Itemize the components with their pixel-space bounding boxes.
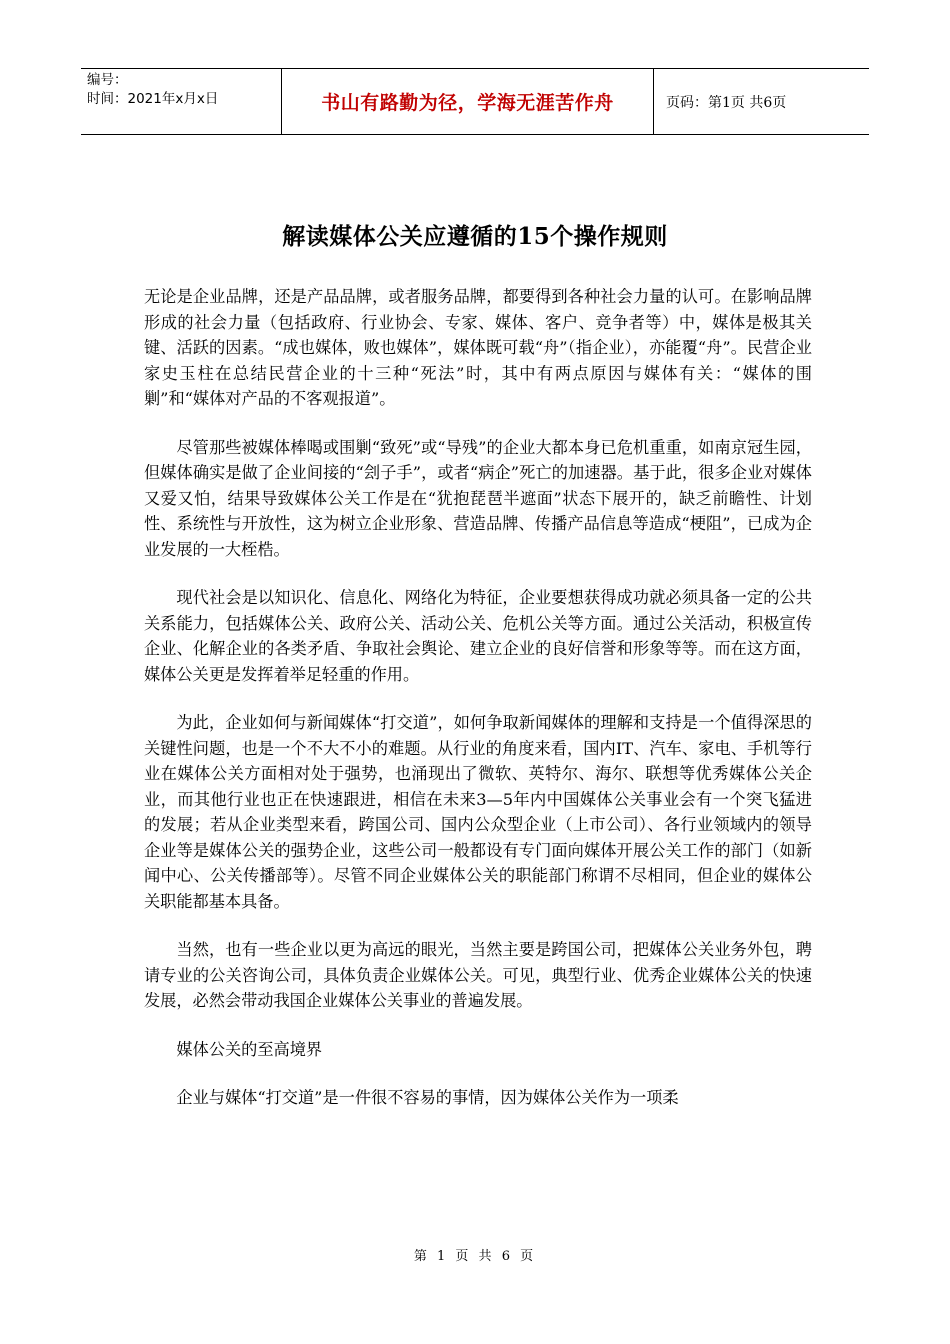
body-paragraph: 当然，也有一些企业以更为高远的眼光，当然主要是跨国公司，把媒体公关业务外包，聘请专业的公关咨询公司，具体负责企业媒体公关。可见，典型行业、优秀企业媒体公关的快速发展，必然会带动我国企业媒体公关事业的普遍发展。 [144,940,812,1010]
page-footer: 第 1 页 共 6 页 [413,1249,537,1264]
document-body [144,284,812,1134]
page-header [81,68,869,135]
document-time-label: 时间：2021年x月x日 [87,91,219,107]
body-paragraph: 为此，企业如何与新闻媒体“打交道”，如何争取新闻媒体的理解和支持是一个值得深思的关键性问题，也是一个不大不小的难题。从行业的角度来看，国内IT、汽车、家电、手机等行业在媒体公关方面相对处于强势，也涌现出了微软、英特尔、海尔、联想等优秀媒体公关企业，而其他行业也正在快速跟进，相信在未来3—5年内中国媒体公关事业会有一个突飞猛进的发展；若从企业类型来看，跨国公司、国内公众型企业（上市公司）、各行业领域内的领导企业等是媒体公关的强势企业，这些公司一般都设有专门面向媒体开展公关工作的部门（如新闻中心、公关传播部等）。尽管不同企业媒体公关的职能部门称谓不尽相同，但企业的媒体公关职能都基本具备。 [144,713,812,911]
body-paragraph: 尽管那些被媒体棒喝或围剿“致死”或“导残”的企业大都本身已危机重重，如南京冠生园，但媒体确实是做了企业间接的“刽子手”，或者“病企”死亡的加速器。基于此，很多企业对媒体又爱又怕，结果导致媒体公关工作是在“犹抱琵琶半遮面”状态下展开的，缺乏前瞻性、计划性、系统性与开放性，这为树立企业形象、营造品牌、传播产品信息等造成“梗阻”，已成为企业发展的一大桎梏。 [144,437,812,559]
header-motto: 书山有路勤为径，学海无涯苦作舟 [282,69,654,134]
header-page-info: 页码：第1页 共6页 [666,94,787,111]
header-meta [81,69,282,134]
body-paragraph: 无论是企业品牌，还是产品品牌，或者服务品牌，都要得到各种社会力量的认可。在影响品牌形成的社会力量（包括政府、行业协会、专家、媒体、客户、竞争者等）中，媒体是极其关键、活跃的因素。“成也媒体，败也媒体”，媒体既可载“舟”（指企业），亦能覆“舟”。民营企业家史玉柱在总结民营企业的十三种“死法”时，其中有两点原因与媒体有关：“媒体的围剿”和“媒体对产品的不客观报道”。 [144,287,812,408]
section-heading: 媒体公关的至高境界 [176,1039,323,1059]
body-paragraph: 现代社会是以知识化、信息化、网络化为特征，企业要想获得成功就必须具备一定的公共关系能力，包括媒体公关、政府公关、活动公关、危机公关等方面。通过公关活动，积极宣传企业、化解企业的各类矛盾、争取社会舆论、建立企业的良好信誉和形象等等。而在这方面，媒体公关更是发挥着举足轻重的作用。 [144,588,812,684]
document-title: 解读媒体公关应遵循的15个操作规则 [282,223,668,250]
body-paragraph: 企业与媒体“打交道”是一件很不容易的事情，因为媒体公关作为一项柔 [176,1088,679,1107]
document-number-label: 编号： [87,72,128,88]
